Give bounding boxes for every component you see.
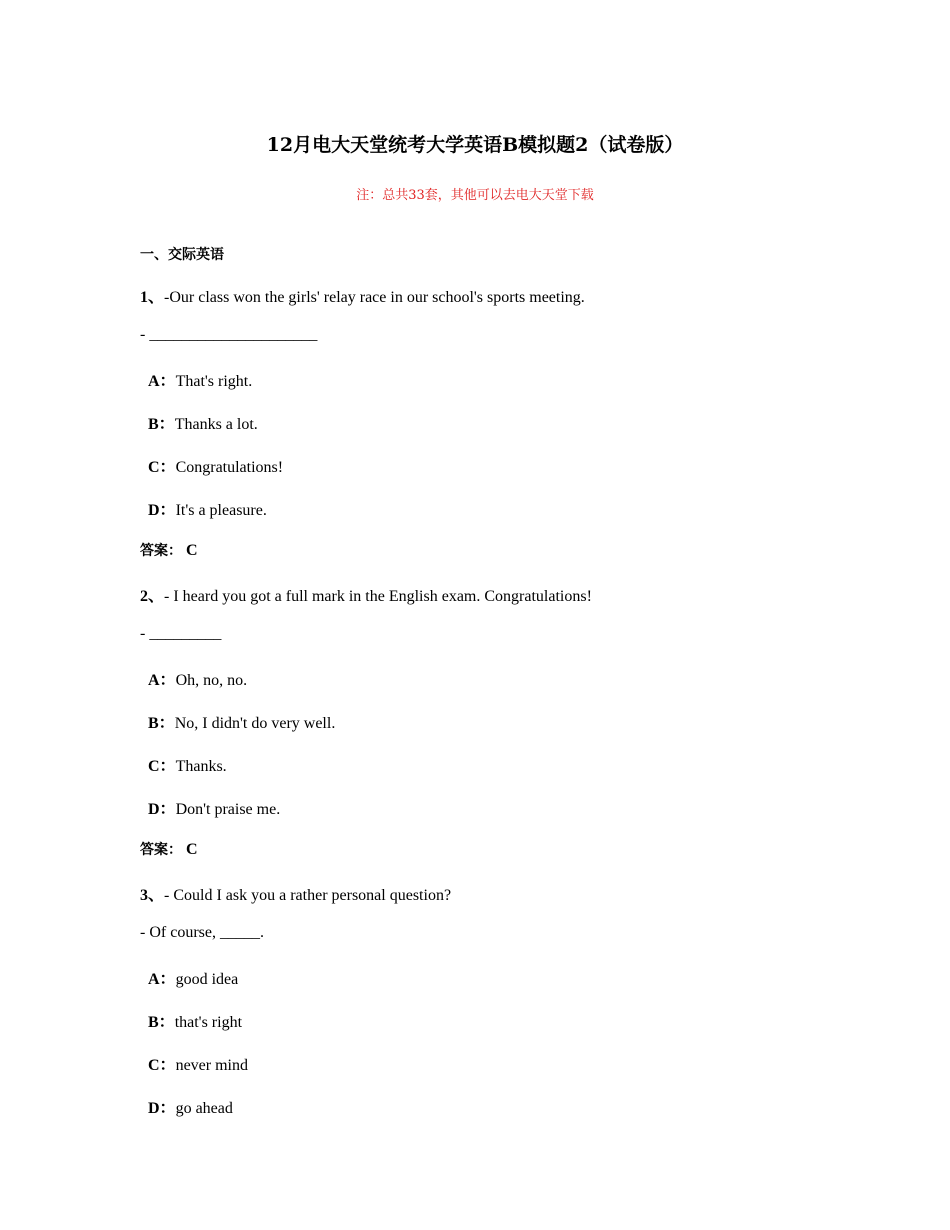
section-heading: 一、交际英语 (140, 247, 224, 263)
option-letter: B： (148, 1014, 175, 1031)
question-3-reply: - Of course, _____. (140, 924, 264, 941)
option-letter: B： (148, 416, 175, 433)
answer-label: 答案： (140, 543, 182, 559)
question-prompt: - Could I ask you a rather personal question? (164, 887, 452, 904)
question-1-option-d (148, 497, 267, 520)
question-3-option-c (148, 1052, 248, 1075)
option-letter: D： (148, 1100, 176, 1117)
question-1 (140, 284, 585, 307)
question-1-option-b (148, 411, 258, 434)
question-3-option-d (148, 1095, 233, 1118)
question-1-option-a (148, 368, 252, 391)
question-1-option-c (148, 454, 283, 477)
question-number: 2、 (140, 588, 165, 605)
option-letter: A： (148, 971, 176, 988)
option-text: That's right. (175, 373, 253, 390)
question-2-option-c (148, 753, 227, 776)
question-3-option-a (148, 966, 238, 989)
option-letter: D： (148, 502, 176, 519)
download-note: 注：总共33套，其他可以去电大天堂下载 (356, 188, 594, 203)
option-text: good idea (175, 971, 239, 988)
question-1-answer (140, 540, 198, 560)
option-text: Thanks. (175, 758, 227, 775)
document-title: 12月电大天堂统考大学英语B模拟题2（试卷版） (266, 134, 684, 156)
question-2-option-b (148, 710, 335, 733)
option-letter: C： (148, 758, 176, 775)
option-letter: C： (148, 1057, 176, 1074)
option-text: Thanks a lot. (174, 416, 258, 433)
question-prompt: - I heard you got a full mark in the English exam. Congratulations! (164, 588, 592, 605)
option-text: It's a pleasure. (175, 502, 267, 519)
question-3-option-b (148, 1009, 242, 1032)
question-2 (140, 583, 592, 606)
option-text: No, I didn't do very well. (174, 715, 336, 732)
option-letter: D： (148, 801, 176, 818)
question-2-option-a (148, 667, 247, 690)
question-2-reply: - _________ (140, 625, 222, 642)
option-letter: A： (148, 373, 176, 390)
question-2-option-d (148, 796, 280, 819)
option-text: Don't praise me. (175, 801, 281, 818)
question-number: 1、 (140, 289, 165, 306)
answer-value: C (186, 841, 198, 858)
option-letter: B： (148, 715, 175, 732)
answer-value: C (186, 542, 198, 559)
question-3 (140, 882, 451, 905)
option-text: that's right (174, 1014, 243, 1031)
option-text: Congratulations! (175, 459, 284, 476)
option-letter: A： (148, 672, 176, 689)
answer-label: 答案： (140, 842, 182, 858)
option-letter: C： (148, 459, 176, 476)
option-text: Oh, no, no. (175, 672, 248, 689)
option-text: never mind (175, 1057, 248, 1074)
question-2-answer (140, 839, 198, 859)
option-text: go ahead (175, 1100, 233, 1117)
question-1-reply: - _____________________ (140, 326, 318, 343)
question-number: 3、 (140, 887, 165, 904)
question-prompt: -Our class won the girls' relay race in our school's sports meeting. (164, 289, 585, 306)
